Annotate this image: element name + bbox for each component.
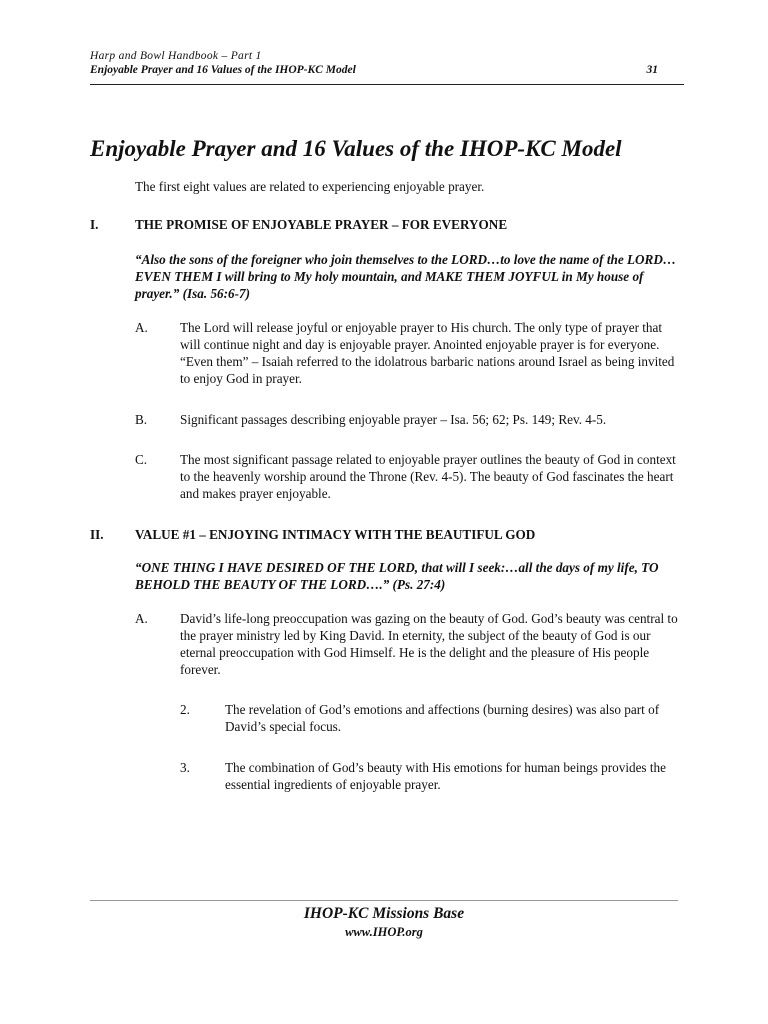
item-text: The most significant passage related to enjoyable prayer outlines the beauty of God in context to the heavenly worship around the Throne (Rev. 4-5). The beauty of God fascinates the heart and makes prayer enjoyable.: [180, 452, 676, 501]
footer-divider: [90, 900, 678, 901]
section-title: VALUE #1 – ENJOYING INTIMACY WITH THE BEAUTIFUL GOD: [135, 527, 536, 542]
footer-website: www.IHOP.org: [345, 925, 423, 939]
item-text: Significant passages describing enjoyable prayer – Isa. 56; 62; Ps. 149; Rev. 4-5.: [180, 412, 607, 427]
footer-organization: IHOP-KC Missions Base: [303, 905, 465, 922]
subitem-label: 2.: [180, 702, 190, 717]
scripture-quote-1: “Also the sons of the foreigner who join themselves to the LORD…to love the name of the LORD…EVEN THEM I will bring to My holy mountain, and MAKE THEM JOYFUL in My house of prayer.” (Isa. 56:6-7): [135, 252, 677, 301]
item-label: B.: [135, 412, 148, 427]
section-numeral: II.: [90, 527, 104, 542]
subitem-text: The combination of God’s beauty with His emotions for human beings provides the essential ingredients of enjoyable prayer.: [225, 760, 666, 792]
header-chapter-title: Enjoyable Prayer and 16 Values of the IHOP-KC Model: [90, 64, 356, 76]
section-title: THE PROMISE OF ENJOYABLE PRAYER – FOR EVERYONE: [135, 217, 508, 232]
item-label: A.: [135, 611, 148, 626]
running-header-book: [90, 49, 684, 63]
header-divider: [90, 84, 684, 85]
intro-paragraph: The first eight values are related to experiencing enjoyable prayer.: [135, 179, 485, 194]
header-book-title: Harp and Bowl Handbook – Part 1: [90, 50, 262, 62]
item-label: A.: [135, 320, 148, 335]
page-title: Enjoyable Prayer and 16 Values of the IHOP-KC Model: [90, 136, 622, 161]
page-number: 31: [646, 64, 658, 76]
item-label: C.: [135, 452, 148, 467]
item-text: The Lord will release joyful or enjoyable prayer to His church. The only type of prayer that will continue night and day is enjoyable prayer. Anointed enjoyable prayer is for everyone. “Even them” – Isaiah referred to the idolatrous barbaric nations around Israel as being invited to enjoy God in prayer.: [180, 320, 675, 386]
section-numeral: I.: [90, 217, 99, 232]
subitem-label: 3.: [180, 760, 190, 775]
scripture-quote-2: “ONE THING I HAVE DESIRED OF THE LORD, that will I seek:…all the days of my life, TO BEHOLD THE BEAUTY OF THE LORD….” (Ps. 27:4): [135, 560, 659, 592]
subitem-text: The revelation of God’s emotions and affections (burning desires) was also part of David’s special focus.: [225, 702, 660, 734]
item-text: David’s life-long preoccupation was gazing on the beauty of God. God’s beauty was central to the prayer ministry led by King David. In eternity, the subject of the beauty of God is our eternal preoccupation with God Himself. He is the delight and the pleasure of His people forever.: [180, 611, 678, 677]
running-header-chapter: [90, 63, 684, 77]
